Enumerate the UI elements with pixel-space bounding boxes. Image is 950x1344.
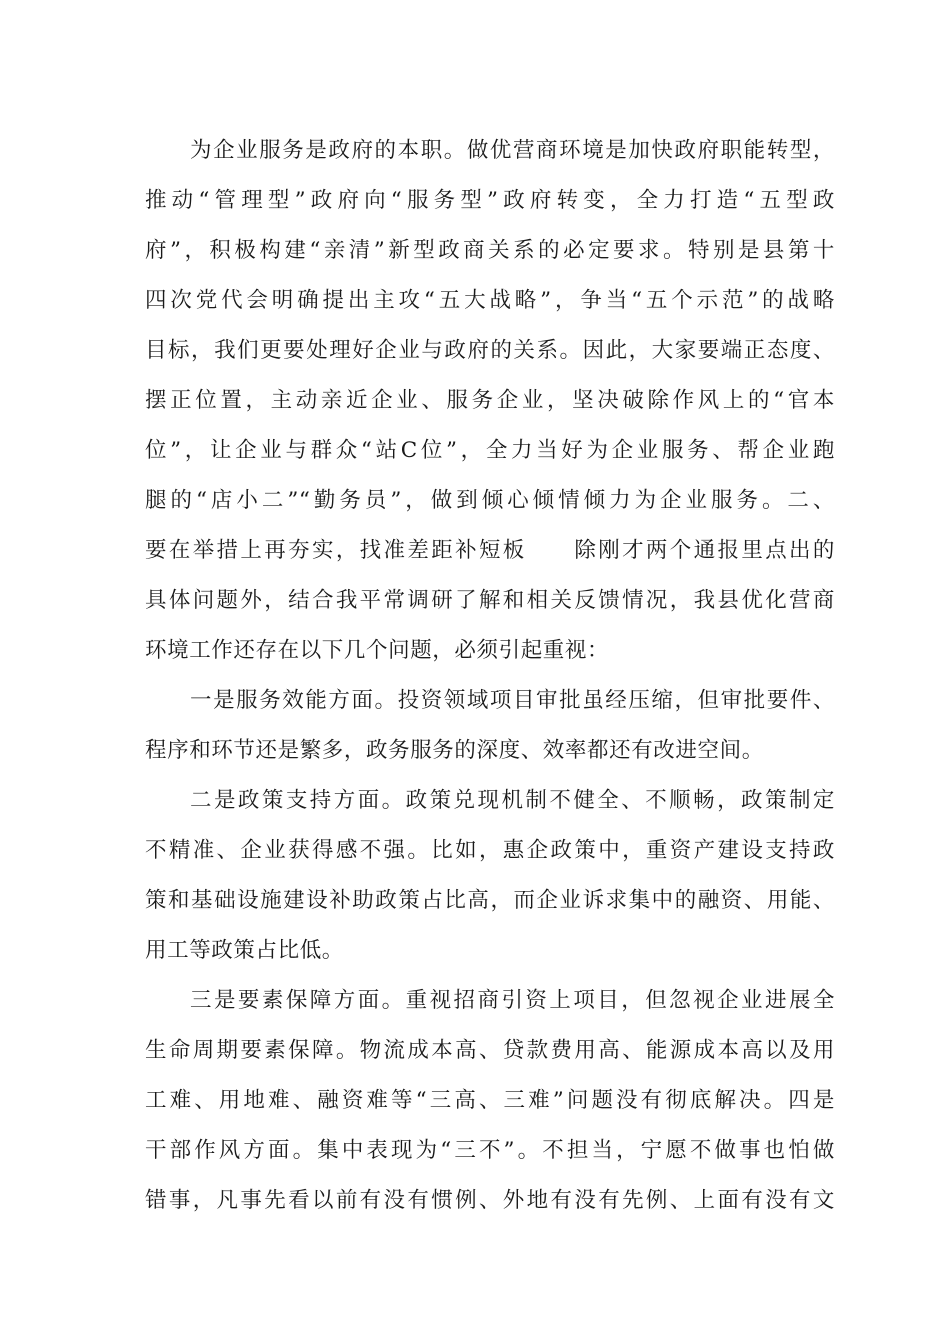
text-line: 府”，积极构建“亲清”新型政商关系的必定要求。特别是县第十 xyxy=(145,238,835,263)
text-line: 一是服务效能方面。投资领域项目审批虽经压缩，但审批要件、 xyxy=(190,688,835,713)
text-line: 策和基础设施建设补助政策占比高，而企业诉求集中的融资、用能、 xyxy=(145,888,835,913)
text-line: 要在举措上再夯实，找准差距补短板 除刚才两个通报里点出的 xyxy=(145,538,835,563)
text-line: 腿的“店小二”“勤务员”，做到倾心倾情倾力为企业服务。二、 xyxy=(145,488,835,513)
text-line: 推动“管理型”政府向“服务型”政府转变，全力打造“五型政 xyxy=(145,188,835,213)
text-line: 摆正位置，主动亲近企业、服务企业，坚决破除作风上的“官本 xyxy=(145,388,835,413)
text-line: 二是政策支持方面。政策兑现机制不健全、不顺畅，政策制定 xyxy=(190,788,835,813)
text-line: 不精准、企业获得感不强。比如，惠企政策中，重资产建设支持政 xyxy=(145,838,835,863)
text-line: 干部作风方面。集中表现为“三不”。不担当，宁愿不做事也怕做 xyxy=(145,1138,835,1163)
text-line: 四次党代会明确提出主攻“五大战略”，争当“五个示范”的战略 xyxy=(145,288,835,313)
text-line: 具体问题外，结合我平常调研了解和相关反馈情况，我县优化营商 xyxy=(145,588,835,613)
text-line: 用工等政策占比低。 xyxy=(145,938,344,963)
text-line: 工难、用地难、融资难等“三高、三难”问题没有彻底解决。四是 xyxy=(145,1088,835,1113)
text-line: 程序和环节还是繁多，政务服务的深度、效率都还有改进空间。 xyxy=(145,738,764,763)
text-line: 为企业服务是政府的本职。做优营商环境是加快政府职能转型， xyxy=(190,138,835,163)
text-line: 位”，让企业与群众“站C位”，全力当好为企业服务、帮企业跑 xyxy=(145,438,835,463)
text-line: 环境工作还存在以下几个问题，必须引起重视： xyxy=(145,638,610,663)
text-line: 目标，我们更要处理好企业与政府的关系。因此，大家要端正态度、 xyxy=(145,338,835,363)
text-line: 三是要素保障方面。重视招商引资上项目，但忽视企业进展全 xyxy=(190,988,835,1013)
text-line: 错事，凡事先看以前有没有惯例、外地有没有先例、上面有没有文 xyxy=(145,1188,835,1213)
text-line: 生命周期要素保障。物流成本高、贷款费用高、能源成本高以及用 xyxy=(145,1038,835,1063)
